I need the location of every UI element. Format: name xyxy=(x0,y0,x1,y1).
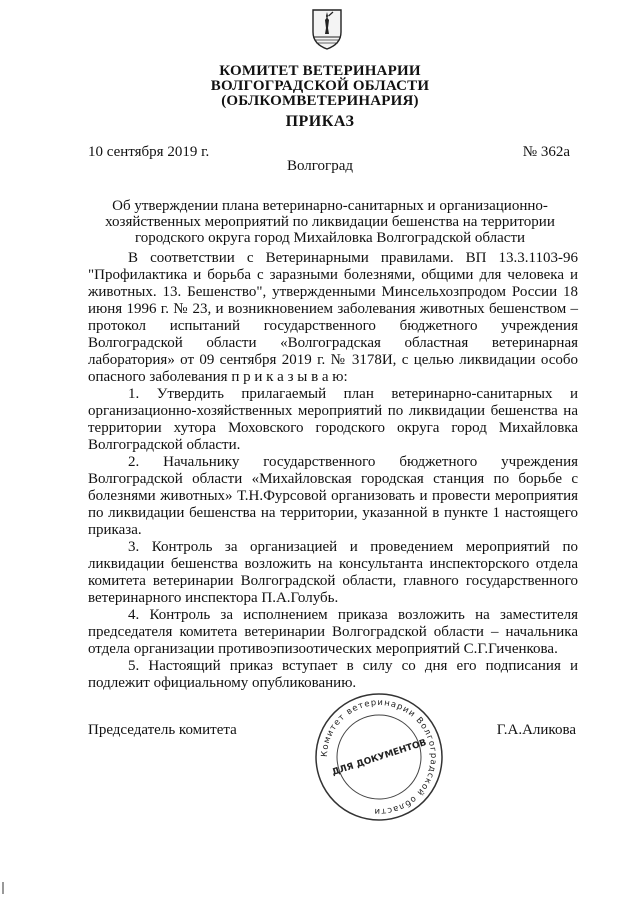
paragraph-4: 4. Контроль за исполнением приказа возложить на заместителя председателя комитета ветеринарии Волгоградской области – начальника отдела организации противоэпизоотических мероприятий С.Г.Гиченкова. xyxy=(88,607,578,657)
stamp-outer-text: Комитет ветеринарии Волгоградской области xyxy=(319,697,439,817)
signatory-name: Г.А.Аликова xyxy=(496,722,576,738)
volgograd-coat-of-arms-icon xyxy=(311,8,343,50)
paragraph-1: 1. Утвердить прилагаемый план ветеринарно-санитарных и организационно-хозяйственных мероприятий по ликвидации бешенства на территории хутора Моховского городского округа город Михайловка Волгоградской области. xyxy=(88,386,578,453)
document-number: № 362а xyxy=(522,144,570,160)
paragraph-5: 5. Настоящий приказ вступает в силу со дня его подписания и подлежит официальному опубликованию. xyxy=(88,658,578,691)
signatory-position: Председатель комитета xyxy=(88,722,237,738)
official-stamp-icon xyxy=(312,690,446,824)
order-word: п р и к а з ы в а ю: xyxy=(231,369,348,385)
committee-name-line1: КОМИТЕТ ВЕТЕРИНАРИИ xyxy=(219,63,421,79)
scan-margin-mark xyxy=(2,882,4,894)
paragraph-3: 3. Контроль за организацией и проведением мероприятий по ликвидации бешенства возложить на консультанта инспекторского отдела комитета ветеринарии Волгоградской области, главного государственного ветеринарного инспектора П.А.Голубь. xyxy=(88,539,578,606)
paragraph-2: 2. Начальнику государственного бюджетного учреждения Волгоградской области «Михайловская городская станция по борьбе с болезнями животных» Т.Н.Фурсовой организовать и провести мероприятия по ликвидации бешенства на территории, указанной в пункте 1 настоящего приказа. xyxy=(88,454,578,538)
document-city: Волгоград xyxy=(286,158,353,174)
document-title: Об утверждении плана ветеринарно-санитарных и организационно-хозяйственных мероприятий по ликвидации бешенства на территории городского округа город Михайловка Волгоградской области xyxy=(105,198,555,246)
committee-abbreviation: (ОБЛКОМВЕТЕРИНАРИЯ) xyxy=(221,93,419,109)
intro-text: В соответствии с Ветеринарными правилами. ВП 13.3.1103-96 "Профилактика и борьба с заразными болезнями, общими для человека и животных. 13. Бешенство", утвержденными Минсельхозпродом России 18 июня 1996 г. № 23, и возникновением заболевания животных бешенством – протокол испытаний государственного бюджетного учреждения Волгоградской области «Волгоградская областная ветеринарная лаборатория» от 09 сентября 2019 г. № 3178И, с целью ликвидации особо опасного заболевания xyxy=(88,250,578,385)
document-date: 10 сентября 2019 г. xyxy=(88,144,210,160)
stamp-inner-text: ДЛЯ ДОКУМЕНТОВ xyxy=(330,737,428,778)
committee-name-line2: ВОЛГОГРАДСКОЙ ОБЛАСТИ xyxy=(210,78,430,94)
document-type: ПРИКАЗ xyxy=(285,113,355,130)
intro-paragraph xyxy=(88,250,578,386)
document-body xyxy=(88,250,578,692)
